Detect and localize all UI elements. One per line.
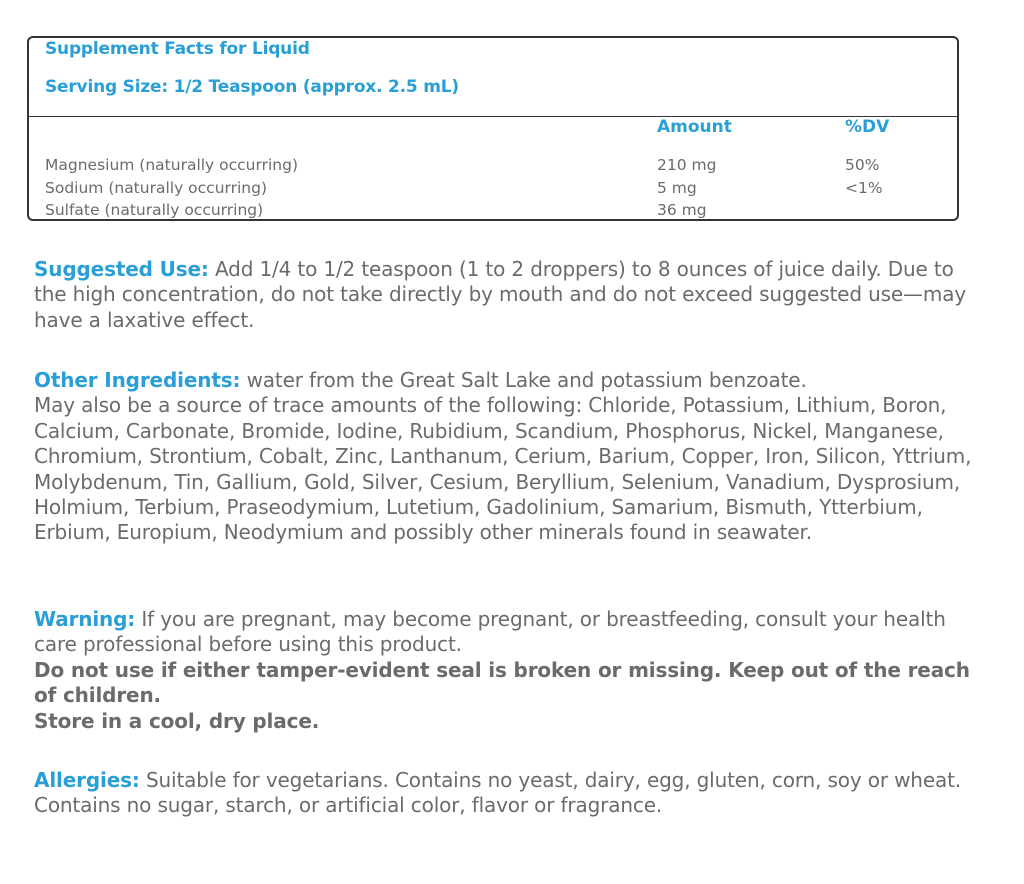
warning-text: If you are pregnant, may become pregnant, or breastfeeding, consult your health care professional before using this product. <box>34 607 946 657</box>
nutrient-row <box>45 156 945 178</box>
warning-section <box>34 607 984 734</box>
nutrient-amount: 210 mg <box>657 156 717 174</box>
suggested-use-text: Add 1/4 to 1/2 teaspoon (1 to 2 droppers) to 8 ounces of juice daily. Due to the high concentration, do not take directly by mouth and do not exceed suggested use—may have a laxative effect. <box>34 257 967 332</box>
supplement-facts-panel <box>27 36 959 221</box>
column-header-amount: Amount <box>657 117 732 137</box>
warning-line <box>34 607 984 658</box>
warning-label: Warning: <box>34 607 136 631</box>
other-ingredients-line <box>34 368 984 393</box>
storage-instructions: Store in a cool, dry place. <box>34 708 320 733</box>
other-ingredients-label: Other Ingredients: <box>34 368 241 392</box>
allergies-label: Allergies: <box>34 768 140 792</box>
suggested-use-label: Suggested Use: <box>34 257 209 281</box>
nutrient-name: Sulfate (naturally occurring) <box>45 201 264 219</box>
nutrient-row <box>45 201 945 223</box>
allergies-section <box>34 768 984 819</box>
nutrient-amount: 5 mg <box>657 179 697 197</box>
trace-minerals-text: May also be a source of trace amounts of the following: Chloride, Potassium, Lithium, Boron, Calcium, Carbonate, Bromide, Iodine, Rubidium, Scandium, Phosphorus, Nickel, Manganese, Chromium, Strontium, Cobalt, Zinc, Lanthanum, Cerium, Barium, Copper, Iron, Silicon, Yttrium, Molybdenum, Tin, Gallium, Gold, Silver, Cesium, Beryllium, Selenium, Vanadium, Dysprosium, Holmium, Terbium, Praseodymium, Lutetium, Gadolinium, Samarium, Bismuth, Ytterbium, Erbium, Europium, Neodymium and possibly other minerals found in seawater. <box>34 393 972 545</box>
column-header-dv: %DV <box>845 117 890 137</box>
allergies-text: Suitable for vegetarians. Contains no yeast, dairy, egg, gluten, corn, soy or wheat. Contains no sugar, starch, or artificial color, flavor or fragrance. <box>34 768 961 818</box>
nutrient-dv: <1% <box>845 179 883 197</box>
facts-header <box>29 38 957 117</box>
nutrient-name: Sodium (naturally occurring) <box>45 179 268 197</box>
nutrient-amount: 36 mg <box>657 201 707 219</box>
nutrient-dv: 50% <box>845 156 880 174</box>
suggested-use-section <box>34 257 984 333</box>
tamper-seal-warning: Do not use if either tamper-evident seal is broken or missing. Keep out of the reach of children. <box>34 657 970 708</box>
nutrient-row <box>45 179 945 201</box>
other-ingredients-section <box>34 368 984 546</box>
serving-size: Serving Size: 1/2 Teaspoon (approx. 2.5 mL) <box>45 77 459 97</box>
nutrient-name: Magnesium (naturally occurring) <box>45 156 298 174</box>
other-ingredients-text: water from the Great Salt Lake and potassium benzoate. <box>240 368 807 392</box>
facts-title: Supplement Facts for Liquid <box>45 39 310 59</box>
